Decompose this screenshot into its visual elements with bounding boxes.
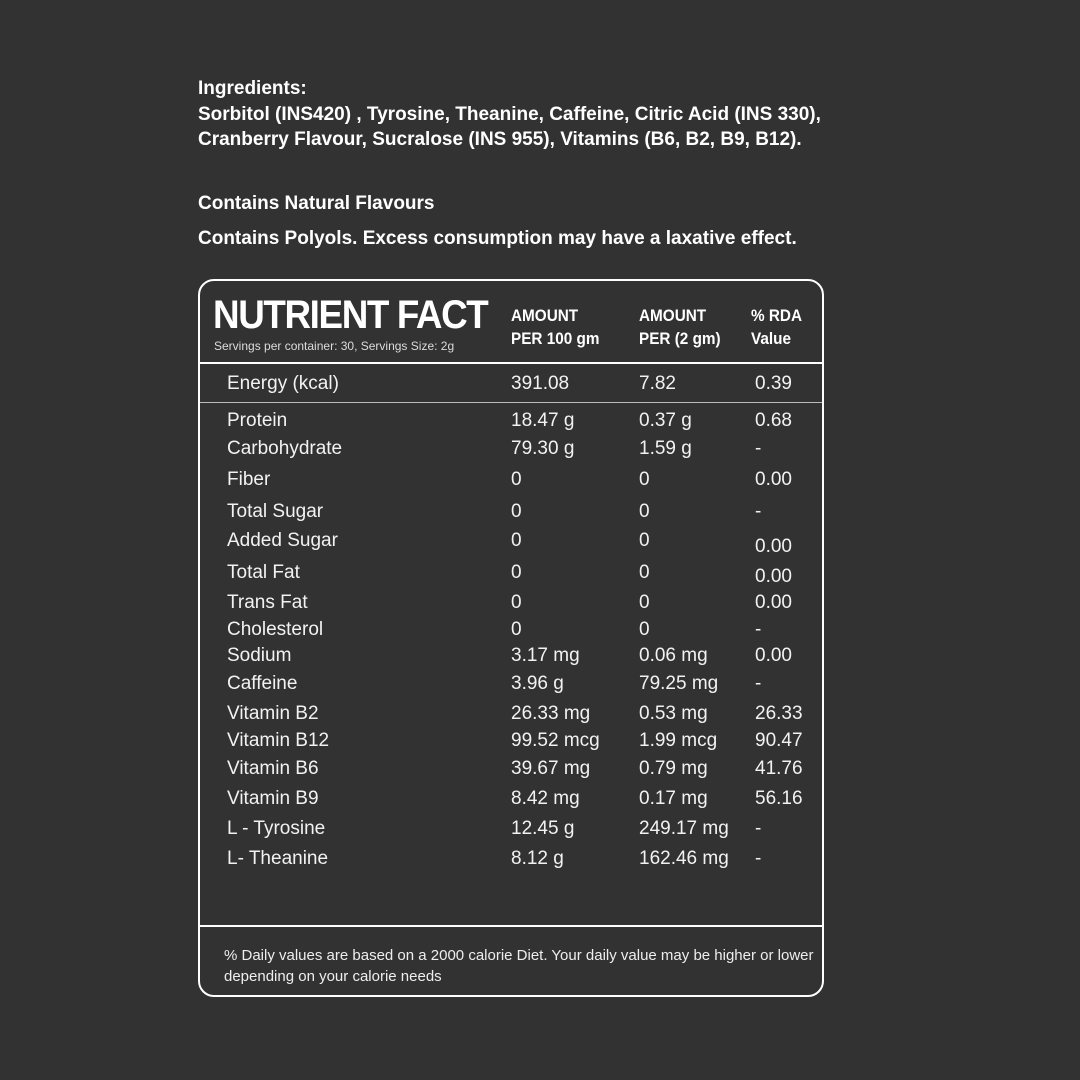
nutrient-name: Vitamin B6 (227, 758, 319, 779)
natural-flavours-note: Contains Natural Flavours (198, 193, 435, 214)
amount-per-100: 0 (511, 562, 522, 583)
rda-value: 0.00 (755, 645, 792, 666)
rda-value: 90.47 (755, 730, 803, 751)
nutrient-name: Vitamin B9 (227, 788, 319, 809)
ingredients-text: Sorbitol (INS420) , Tyrosine, Theanine, Caffeine, Citric Acid (INS 330), Cranberry Flavour, Sucralose (INS 955), Vitamins (B6, B2, B9, B12). (198, 103, 821, 150)
amount-per-100: 3.17 mg (511, 645, 580, 666)
rda-value: - (755, 501, 762, 522)
amount-per-100: 8.12 g (511, 848, 564, 869)
amount-per-2: 249.17 mg (639, 818, 729, 839)
amount-per-2: 1.59 g (639, 438, 692, 459)
amount-per-100: 79.30 g (511, 438, 575, 459)
rda-value: - (755, 848, 762, 869)
panel-title: NUTRIENT FACT (213, 293, 488, 337)
nutrient-name: Total Sugar (227, 501, 324, 522)
nutrient-name: Cholesterol (227, 619, 324, 640)
amount-per-100: 0 (511, 469, 522, 490)
rda-value: 0.68 (755, 410, 792, 431)
amount-per-100: 0 (511, 619, 522, 640)
nutrient-name: L- Theanine (227, 848, 329, 869)
amount-per-100: 0 (511, 530, 522, 551)
rda-value: - (755, 619, 762, 640)
rda-value: - (755, 438, 762, 459)
amount-per-2: 0 (639, 592, 650, 613)
amount-per-2: 0.53 mg (639, 703, 708, 724)
rda-value: 0.00 (755, 566, 792, 587)
energy-per-2: 7.82 (639, 373, 676, 394)
header-divider (200, 362, 822, 364)
nutrient-name: Sodium (227, 645, 292, 666)
nutrient-name: Total Fat (227, 562, 300, 583)
amount-per-2: 162.46 mg (639, 848, 729, 869)
amount-per-100: 12.45 g (511, 818, 575, 839)
amount-per-2: 0 (639, 469, 650, 490)
amount-per-100: 26.33 mg (511, 703, 591, 724)
nutrient-name: Trans Fat (227, 592, 308, 613)
amount-per-100: 39.67 mg (511, 758, 591, 779)
amount-per-2: 0 (639, 501, 650, 522)
rda-value: 0.00 (755, 536, 792, 557)
amount-per-2: 0 (639, 530, 650, 551)
column-header-rda: % RDA Value (751, 306, 803, 348)
nutrient-name: L - Tyrosine (227, 818, 326, 839)
amount-per-2: 0.37 g (639, 410, 692, 431)
nutrient-name: Added Sugar (227, 530, 338, 551)
energy-divider (200, 402, 822, 403)
rda-value: 41.76 (755, 758, 803, 779)
amount-per-100: 3.96 g (511, 673, 564, 694)
column-header-per-100: AMOUNT PER 100 gm (511, 306, 600, 348)
amount-per-100: 0 (511, 501, 522, 522)
amount-per-2: 0.06 mg (639, 645, 708, 666)
servings-info: Servings per container: 30, Servings Size: 2g (214, 339, 455, 353)
ingredients-block (198, 76, 838, 153)
ingredients-title: Ingredients: (198, 78, 307, 99)
amount-per-2: 0.17 mg (639, 788, 708, 809)
amount-per-100: 8.42 mg (511, 788, 580, 809)
amount-per-2: 0.79 mg (639, 758, 708, 779)
rda-value: 0.00 (755, 469, 792, 490)
energy-rda: 0.39 (755, 373, 792, 394)
nutrient-name: Vitamin B12 (227, 730, 330, 751)
column-header-per-2: AMOUNT PER (2 gm) (639, 306, 721, 348)
energy-name: Energy (kcal) (227, 373, 339, 394)
rda-value: - (755, 673, 762, 694)
amount-per-100: 99.52 mcg (511, 730, 600, 751)
polyols-warning: Contains Polyols. Excess consumption may have a laxative effect. (198, 228, 797, 249)
nutrient-name: Fiber (227, 469, 271, 490)
rda-value: 56.16 (755, 788, 803, 809)
nutrient-fact-panel (198, 279, 824, 997)
rda-value: 26.33 (755, 703, 803, 724)
amount-per-2: 79.25 mg (639, 673, 719, 694)
nutrient-name: Vitamin B2 (227, 703, 319, 724)
daily-value-footnote: % Daily values are based on a 2000 calorie Diet. Your daily value may be higher or lower depending on your calorie needs (224, 947, 814, 985)
nutrient-name: Carbohydrate (227, 438, 343, 459)
amount-per-100: 0 (511, 592, 522, 613)
amount-per-2: 1.99 mcg (639, 730, 718, 751)
amount-per-2: 0 (639, 619, 650, 640)
rda-value: 0.00 (755, 592, 792, 613)
rda-value: - (755, 818, 762, 839)
amount-per-2: 0 (639, 562, 650, 583)
amount-per-100: 18.47 g (511, 410, 575, 431)
nutrient-name: Caffeine (227, 673, 298, 694)
footnote-divider (200, 925, 822, 927)
nutrient-name: Protein (227, 410, 288, 431)
energy-per-100: 391.08 (511, 373, 570, 394)
